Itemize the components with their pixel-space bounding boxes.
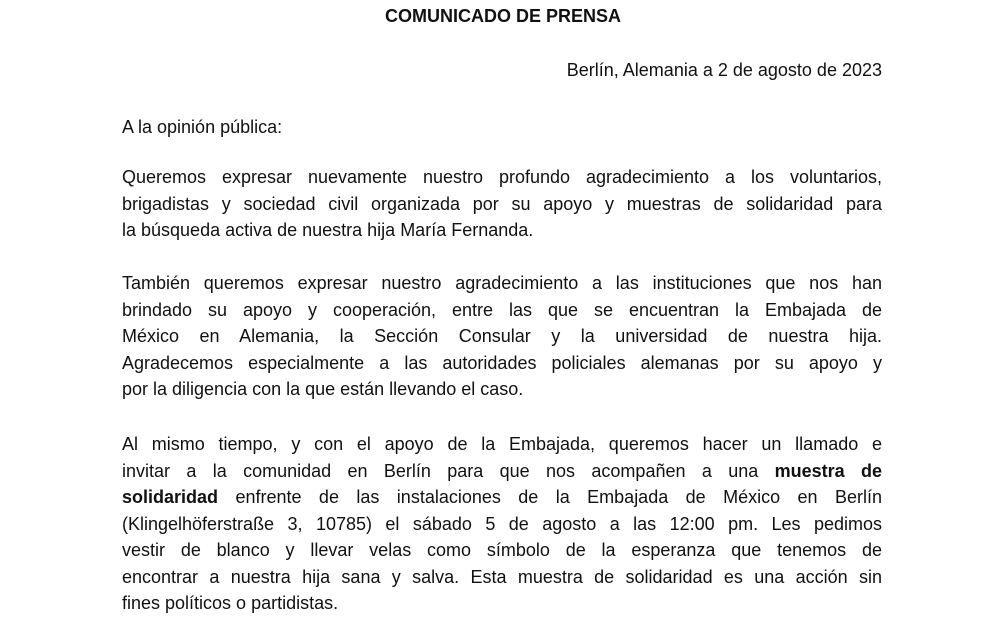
paragraph-line: fines políticos o partidistas. [122, 593, 339, 613]
paragraph-solidarity-invitation [122, 431, 882, 617]
document-title: COMUNICADO DE PRENSA [384, 6, 621, 26]
paragraph-gratitude-institutions [122, 270, 882, 403]
emphasis-solidaridad: solidaridad [122, 487, 219, 507]
paragraph-line: También queremos expresar nuestro agradecimiento a las instituciones que nos han [122, 273, 882, 293]
paragraph-line: México en Alemania, la Sección Consular y la universidad de nuestra hija. [122, 326, 882, 346]
paragraph-line [122, 484, 882, 511]
paragraph-line: (Klingelhöferstraße 3, 10785) el sábado 5 de agosto a las 12:00 pm. Les pedimos [122, 513, 882, 534]
dateline: Berlín, Alemania a 2 de agosto de 2023 [566, 60, 882, 80]
greeting: A la opinión pública: [122, 117, 283, 137]
paragraph-gratitude-volunteers [122, 164, 882, 244]
paragraph-line: brigadistas y sociedad civil organizada por su apoyo y muestras de solidaridad para [122, 193, 882, 214]
paragraph-line: Agradecemos especialmente a las autoridades policiales alemanas por su apoyo y [122, 352, 882, 373]
paragraph-line: brindado su apoyo y cooperación, entre las que se encuentran la Embajada de [122, 299, 882, 320]
paragraph-text: invitar a la comunidad en Berlín para que nos acompañen a una [122, 460, 775, 481]
paragraph-line: encontrar a nuestra hija sana y salva. Esta muestra de solidaridad es una acción sin [122, 566, 882, 587]
paragraph-line: Al mismo tiempo, y con el apoyo de la Embajada, queremos hacer un llamado e [122, 434, 882, 454]
emphasis-muestra-de: muestra de [774, 460, 883, 481]
paragraph-line: la búsqueda activa de nuestra hija María Fernanda. [122, 220, 534, 240]
paragraph-text: enfrente de las instalaciones de la Embajada de México en Berlín [218, 487, 882, 507]
paragraph-line [122, 458, 882, 485]
paragraph-line: vestir de blanco y llevar velas como símbolo de la esperanza que tenemos de [122, 540, 882, 560]
paragraph-line: por la diligencia con la que están llevando el caso. [122, 379, 524, 399]
paragraph-line: Queremos expresar nuevamente nuestro profundo agradecimiento a los voluntarios, [122, 167, 882, 187]
